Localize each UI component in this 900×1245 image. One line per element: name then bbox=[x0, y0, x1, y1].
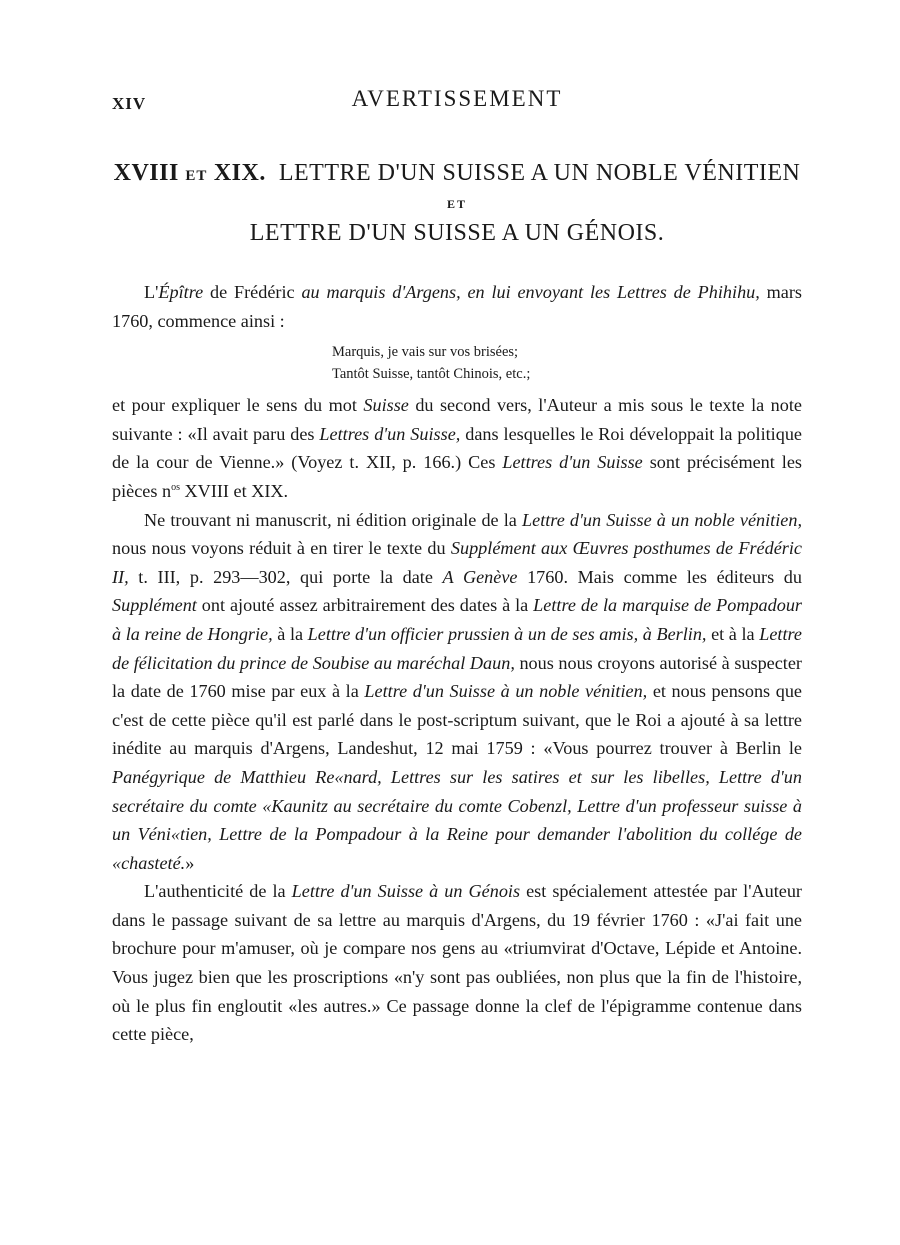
text-run: XVIII et XIX. bbox=[180, 480, 289, 501]
paragraph-3 bbox=[112, 506, 802, 878]
text-run: nous nous croyons autorisé à suspecter la date de 1760 mise par eux à la bbox=[112, 652, 802, 702]
title-number-a: XVIII bbox=[113, 160, 179, 186]
title-number-b: XIX. bbox=[213, 160, 266, 186]
text-run: L' bbox=[144, 282, 159, 302]
italic-run: Lettre d'un Suisse à un Génois bbox=[291, 881, 521, 902]
italic-run: Lettres d'un Suisse bbox=[502, 452, 643, 473]
text-run: sont précisément les pièces n bbox=[112, 452, 802, 501]
verse-line-1: Marquis, je vais sur vos brisées; bbox=[332, 344, 519, 361]
italic-run: Épître bbox=[158, 282, 204, 302]
title-line-2: LETTRE D'UN SUISSE A UN GÉNOIS. bbox=[249, 220, 665, 246]
page-number: XIV bbox=[112, 94, 147, 113]
italic-run: A Genève bbox=[442, 566, 518, 587]
superscript: os bbox=[171, 481, 180, 493]
text-run: t. III, p. 293—302, qui porte la date bbox=[128, 566, 443, 587]
italic-run: Panégyrique de Matthieu Re«nard, Lettres sur les satires et sur les libelles, Lettre d'un secrétaire du comte «Kaunitz au secrétaire du comte Cobenzl, Lettre d'un professeur suisse à un Véni«tien, Lettre de la Pompadour à la Reine pour demander l'abolition du collége de «chasteté. bbox=[112, 766, 802, 873]
text-run: et à la bbox=[706, 623, 760, 644]
italic-run: Suisse bbox=[363, 395, 409, 416]
body-text bbox=[112, 278, 802, 1049]
text-run: et nous pensons que c'est de cette pièce qu'il est parlé dans le post-scriptum suivant, que le Roi a ajouté à sa lettre inédite au marquis d'Argens, Landeshut, 12 mai 1759 : «Vous pourrez trouver à Berlin le bbox=[112, 681, 802, 759]
italic-run: au marquis d'Argens, en lui envoyant les Lettres de Phihihu, bbox=[301, 282, 760, 302]
text-run: de Frédéric bbox=[203, 282, 302, 302]
paragraph-4 bbox=[112, 877, 802, 1049]
text-run: du second vers, l'Auteur a mis sous le texte la note suivante : «Il avait paru des bbox=[112, 395, 802, 444]
italic-run: Lettres d'un Suisse, bbox=[319, 423, 461, 444]
text-run: à la bbox=[272, 623, 308, 644]
paragraph-1 bbox=[112, 278, 802, 335]
italic-run: Lettre d'un Suisse à un noble vénitien, bbox=[364, 681, 648, 702]
italic-run: Supplément bbox=[112, 595, 197, 616]
text-run: ont ajouté assez arbitrairement des dates à la bbox=[196, 595, 534, 616]
italic-run: Lettre d'un officier prussien à un de ses amis, à Berlin, bbox=[307, 623, 707, 644]
italic-run: Lettre de félicitation du prince de Soubise au maréchal Daun, bbox=[112, 623, 802, 673]
italic-run: Supplément aux Œuvres posthumes de Frédéric II, bbox=[112, 538, 802, 587]
text-run: mars 1760, commence ainsi : bbox=[112, 282, 802, 331]
section-title bbox=[112, 160, 802, 247]
title-et-small: ET bbox=[185, 168, 208, 184]
title-line-1 bbox=[112, 160, 802, 187]
text-run: nous nous voyons réduit à en tirer le texte du bbox=[112, 538, 451, 559]
italic-run: Lettre d'un Suisse à un noble vénitien, bbox=[522, 509, 802, 530]
verse-line-2: Tantôt Suisse, tantôt Chinois, etc.; bbox=[332, 366, 531, 383]
text-run: Ne trouvant ni manuscrit, ni édition originale de la bbox=[144, 509, 522, 530]
text-run: dans lesquelles le Roi développait la politique de la cour de Vienne.» (Voyez t. XII, p. 166.) Ces bbox=[112, 423, 802, 473]
paragraph-2 bbox=[112, 391, 802, 505]
title-conjunction: ET bbox=[446, 197, 467, 211]
running-title: AVERTISSEMENT bbox=[351, 86, 563, 111]
title-line-1-text: LETTRE D'UN SUISSE A UN NOBLE VÉNITIEN bbox=[278, 160, 801, 186]
running-head bbox=[112, 86, 802, 122]
text-run: 1760. Mais comme les éditeurs du bbox=[517, 566, 802, 587]
text-run: L'authenticité de la bbox=[144, 881, 292, 902]
text-run: et pour expliquer le sens du mot bbox=[112, 395, 364, 416]
text-run: » bbox=[185, 852, 195, 873]
italic-run: Lettre de la marquise de Pompadour à la reine de Hongrie, bbox=[112, 595, 803, 644]
text-run: est spécialement attestée par l'Auteur dans le passage suivant de sa lettre au marquis d'Argens, du 19 février 1760 : «J'ai fait une brochure pour m'amuser, où je compare nos gens au «triumvirat d'Octave, Lépide et Antoine. Vous jugez bien que les proscriptions «n'y sont pas oubliées, non plus que la fin de l'histoire, où le plus fin engloutit «les autres.» Ce passage donne la clef de l'épigramme contenue dans cette pièce, bbox=[112, 881, 802, 1045]
verse-quote bbox=[332, 341, 802, 385]
